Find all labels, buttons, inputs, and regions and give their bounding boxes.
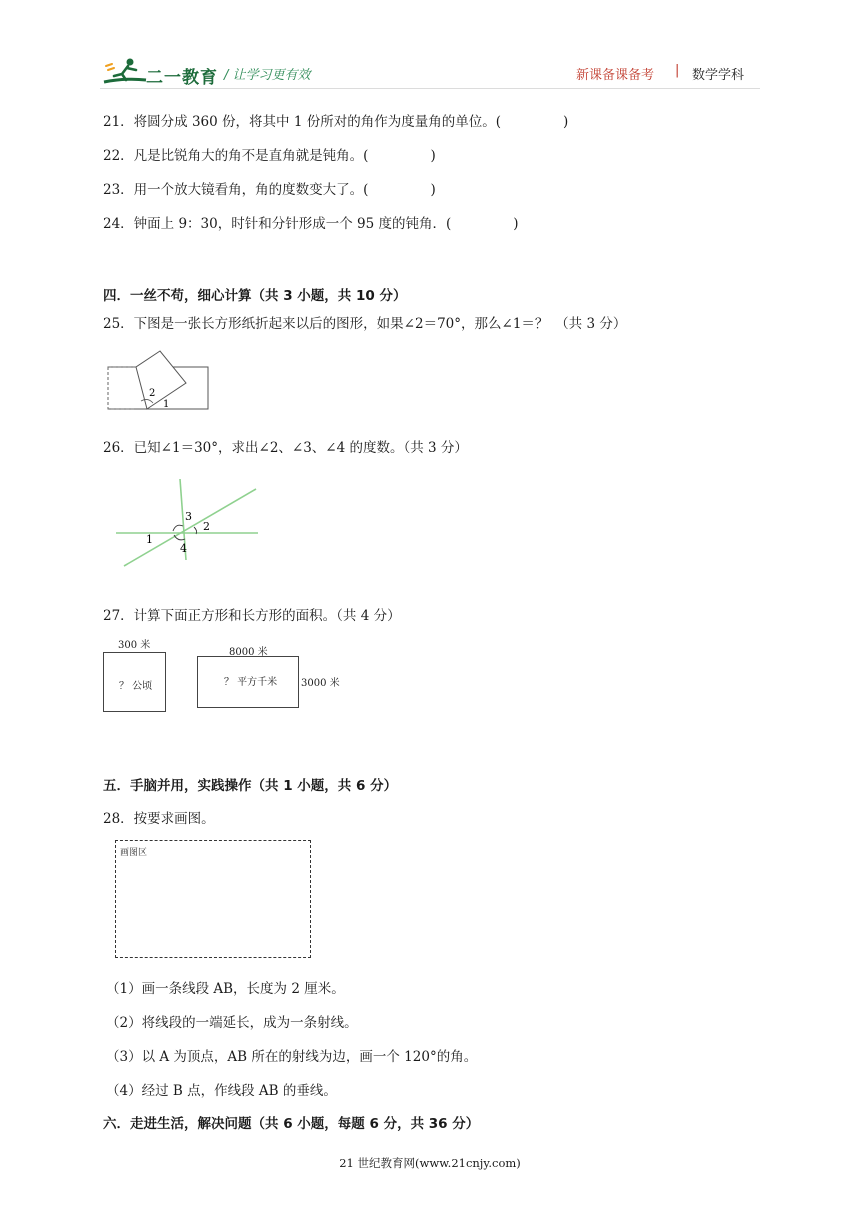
page-footer: 21 世纪教育网(www.21cnjy.com) [339,1156,521,1170]
question-25: 25．下图是一张长方形纸折起来以后的图形，如果∠2＝70°，那么∠1＝？ （共 3 分） [103,316,627,332]
question-22 [103,144,436,164]
slogan: / 让学习更有效 [224,68,311,83]
oblique-line [124,489,256,566]
question-23-close: ) [430,182,436,198]
header-separator: | [675,63,680,78]
question-23-text: 23．用一个放大镜看角，角的度数变大了。( [103,182,369,198]
drawing-area-label: 画图区 [120,848,148,858]
section-5-title: 五．手脑并用，实践操作（共 1 小题，共 6 分） [103,778,398,794]
rect-area-unknown: ？ 平方千米 [224,677,278,688]
header-rule [100,88,760,89]
question-24-close: ) [513,216,519,232]
angle-1-label: 1 [146,533,153,546]
question-22-close: ) [430,148,436,164]
question-22-text: 22．凡是比锐角大的角不是直角就是钝角。( [103,148,369,164]
question-21-text: 21．将圆分成 360 份，将其中 1 份所对的角作为度量角的单位。( [103,114,501,130]
drawing-area[interactable] [115,840,311,958]
header-course-label: 新课备课备考 [576,68,655,83]
rect-width-label: 3000 米 [301,678,340,689]
step-3: （3）以 A 为顶点，AB 所在的射线为边，画一个 120°的角。 [106,1049,478,1065]
question-24-text: 24．钟面上 9：30，时针和分针形成一个 95 度的钝角．( [103,216,452,232]
angle-4-label: 4 [180,542,187,555]
square-side-label: 300 米 [118,640,151,651]
intersecting-lines-figure [110,476,265,571]
question-21 [103,110,568,130]
question-27: 27．计算下面正方形和长方形的面积。（共 4 分） [103,608,401,624]
header-subject-label: 数学学科 [692,68,745,83]
runner-logo-icon [100,56,150,88]
logo-text: 二一教育 [146,68,218,88]
section-6-title: 六．走进生活，解决问题（共 6 小题，每题 6 分，共 36 分） [103,1116,480,1132]
fold-paper-figure [100,345,215,415]
question-23 [103,178,436,198]
step-2: （2）将线段的一端延长，成为一条射线。 [106,1015,358,1031]
section-4-title: 四．一丝不苟，细心计算（共 3 小题，共 10 分） [103,288,407,304]
angle-2-label: 2 [203,520,210,533]
step-1: （1）画一条线段 AB，长度为 2 厘米。 [106,981,345,997]
dashed-original-edge [108,367,136,409]
rect-length-label: 8000 米 [229,647,268,658]
angle-1-label: 1 [163,399,170,410]
angle-3-label: 3 [185,510,192,523]
question-26: 26．已知∠1＝30°，求出∠2、∠3、∠4 的度数。（共 3 分） [103,440,468,456]
page-header [100,56,760,90]
question-28: 28．按要求画图。 [103,811,215,827]
question-24 [103,212,519,232]
square-area-unknown: ？ 公顷 [119,681,153,692]
question-21-close: ) [562,114,569,130]
step-4: （4）经过 B 点，作线段 AB 的垂线。 [106,1083,337,1099]
folded-flap [136,351,186,409]
angle-2-label: 2 [149,388,156,399]
